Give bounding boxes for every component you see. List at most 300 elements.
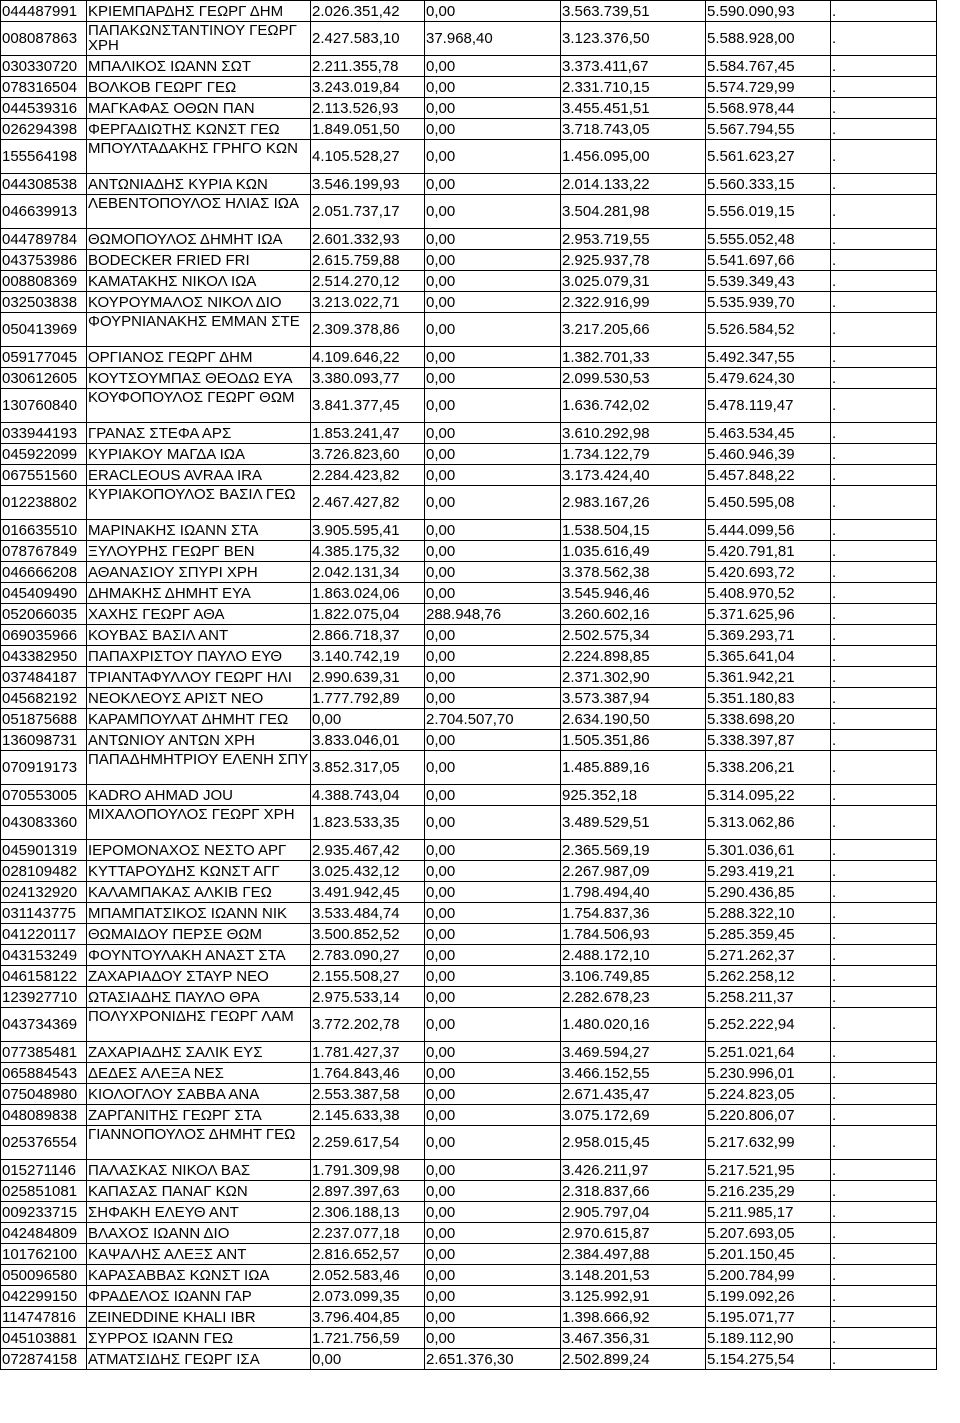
afm-cell: 072874158 [1,1349,87,1370]
name-cell: ΓΙΑΝΝΟΠΟΥΛΟΣ ΔΗΜΗΤ ΓΕΩ [87,1126,311,1160]
total-cell: 5.567.794,55 [706,119,831,140]
table-row [1,806,937,840]
table-row [1,1223,937,1244]
amount-cell-3: 1.382.701,33 [561,347,706,368]
dot-cell: . [831,98,937,119]
amount-cell-3: 2.502.575,34 [561,625,706,646]
total-cell: 5.217.632,99 [706,1126,831,1160]
table-row [1,924,937,945]
dot-cell: . [831,520,937,541]
amount-cell-1: 2.514.270,12 [311,271,425,292]
total-cell: 5.479.624,30 [706,368,831,389]
amount-cell-3: 3.466.152,55 [561,1063,706,1084]
amount-cell-1: 3.841.377,45 [311,389,425,423]
amount-cell-3: 3.378.562,38 [561,562,706,583]
total-cell: 5.189.112,90 [706,1328,831,1349]
amount-cell-2: 0,00 [425,250,561,271]
name-cell: ΒΛΑΧΟΣ ΙΩΑΝΝ ΔΙΟ [87,1223,311,1244]
amount-cell-2: 0,00 [425,785,561,806]
dot-cell: . [831,195,937,229]
total-cell: 5.492.347,55 [706,347,831,368]
amount-cell-1: 2.935.467,42 [311,840,425,861]
table-row [1,987,937,1008]
amount-cell-3: 3.467.356,31 [561,1328,706,1349]
amount-cell-1: 4.109.646,22 [311,347,425,368]
amount-cell-2: 0,00 [425,1063,561,1084]
name-cell: ΓΡΑΝΑΣ ΣΤΕΦΑ ΑΡΣ [87,423,311,444]
dot-cell: . [831,423,937,444]
dot-cell: . [831,1105,937,1126]
afm-cell: 155564198 [1,140,87,174]
name-cell: ΠΑΠΑΧΡΙΣΤΟΥ ΠΑΥΛΟ ΕΥΘ [87,646,311,667]
amount-cell-1: 2.866.718,37 [311,625,425,646]
table-row [1,347,937,368]
amount-cell-2: 0,00 [425,1160,561,1181]
dot-cell: . [831,604,937,625]
name-cell: ΒΟΛΚΟΒ ΓΕΩΡΓ ΓΕΩ [87,77,311,98]
amount-cell-1: 2.145.633,38 [311,1105,425,1126]
total-cell: 5.258.211,37 [706,987,831,1008]
name-cell: ΙΕΡΟΜΟΝΑΧΟΣ ΝΕΣΤΟ ΑΡΓ [87,840,311,861]
amount-cell-3: 2.983.167,26 [561,486,706,520]
amount-cell-2: 0,00 [425,1307,561,1328]
afm-cell: 008087863 [1,22,87,56]
amount-cell-1: 2.155.508,27 [311,966,425,987]
afm-cell: 012238802 [1,486,87,520]
amount-cell-2: 0,00 [425,1244,561,1265]
amount-cell-2: 0,00 [425,667,561,688]
amount-cell-1: 4.385.175,32 [311,541,425,562]
table-row [1,562,937,583]
total-cell: 5.541.697,66 [706,250,831,271]
amount-cell-3: 1.398.666,92 [561,1307,706,1328]
afm-cell: 069035966 [1,625,87,646]
amount-cell-1: 3.140.742,19 [311,646,425,667]
afm-cell: 030612605 [1,368,87,389]
total-cell: 5.555.052,48 [706,229,831,250]
amount-cell-3: 1.505.351,86 [561,730,706,751]
total-cell: 5.220.806,07 [706,1105,831,1126]
name-cell: BODECKER FRIED FRI [87,250,311,271]
name-cell: ΜΑΓΚΑΦΑΣ ΟΘΩΝ ΠΑΝ [87,98,311,119]
afm-cell: 031143775 [1,903,87,924]
amount-cell-3: 1.456.095,00 [561,140,706,174]
dot-cell: . [831,1307,937,1328]
dot-cell: . [831,271,937,292]
afm-cell: 033944193 [1,423,87,444]
name-cell: ERACLEOUS AVRAA IRA [87,465,311,486]
dot-cell: . [831,840,937,861]
amount-cell-2: 0,00 [425,292,561,313]
afm-cell: 042299150 [1,1286,87,1307]
name-cell: ΑΤΜΑΤΣΙΔΗΣ ΓΕΩΡΓ ΙΣΑ [87,1349,311,1370]
afm-cell: 051875688 [1,709,87,730]
name-cell: ΦΕΡΓΑΔΙΩΤΗΣ ΚΩΝΣΤ ΓΕΩ [87,119,311,140]
amount-cell-1: 3.796.404,85 [311,1307,425,1328]
table-row [1,751,937,785]
total-cell: 5.420.693,72 [706,562,831,583]
amount-cell-3: 1.538.504,15 [561,520,706,541]
afm-cell: 043153249 [1,945,87,966]
total-cell: 5.539.349,43 [706,271,831,292]
table-row [1,945,937,966]
table-row [1,583,937,604]
name-cell: ΛΕΒΕΝΤΟΠΟΥΛΟΣ ΗΛΙΑΣ ΙΩΑ [87,195,311,229]
total-cell: 5.584.767,45 [706,56,831,77]
name-cell: ΠΟΛΥΧΡΟΝΙΔΗΣ ΓΕΩΡΓ ΛΑΜ [87,1008,311,1042]
amount-cell-1: 2.052.583,46 [311,1265,425,1286]
name-cell: ΚΥΡΙΑΚΟΠΟΥΛΟΣ ΒΑΣΙΛ ΓΕΩ [87,486,311,520]
table-row [1,98,937,119]
afm-cell: 025851081 [1,1181,87,1202]
table-row [1,625,937,646]
amount-cell-3: 2.014.133,22 [561,174,706,195]
afm-cell: 044539316 [1,98,87,119]
amount-cell-3: 3.469.594,27 [561,1042,706,1063]
dot-cell: . [831,541,937,562]
amount-cell-2: 0,00 [425,840,561,861]
table-row [1,688,937,709]
amount-cell-1: 2.211.355,78 [311,56,425,77]
afm-cell: 045922099 [1,444,87,465]
table-row [1,174,937,195]
total-cell: 5.561.623,27 [706,140,831,174]
table-row [1,22,937,56]
amount-cell-3: 1.485.889,16 [561,751,706,785]
table-row [1,541,937,562]
dot-cell: . [831,1126,937,1160]
table-row [1,1105,937,1126]
table-row [1,423,937,444]
dot-cell: . [831,368,937,389]
dot-cell: . [831,1042,937,1063]
amount-cell-1: 2.306.188,13 [311,1202,425,1223]
name-cell: ΚΑΜΑΤΑΚΗΣ ΝΙΚΟΛ ΙΩΑ [87,271,311,292]
amount-cell-1: 2.113.526,93 [311,98,425,119]
amount-cell-3: 1.734.122,79 [561,444,706,465]
name-cell: ΚΟΥΡΟΥΜΑΛΟΣ ΝΙΚΟΛ ΔΙΟ [87,292,311,313]
total-cell: 5.262.258,12 [706,966,831,987]
amount-cell-2: 0,00 [425,98,561,119]
afm-cell: 045682192 [1,688,87,709]
dot-cell: . [831,1181,937,1202]
amount-cell-1: 1.853.241,47 [311,423,425,444]
name-cell: ΜΠΑΜΠΑΤΣΙΚΟΣ ΙΩΑΝΝ ΝΙΚ [87,903,311,924]
dot-cell: . [831,625,937,646]
total-cell: 5.285.359,45 [706,924,831,945]
dot-cell: . [831,751,937,785]
dot-cell: . [831,709,937,730]
amount-cell-2: 37.968,40 [425,22,561,56]
amount-cell-3: 3.260.602,16 [561,604,706,625]
afm-cell: 078767849 [1,541,87,562]
amount-cell-1: 2.975.533,14 [311,987,425,1008]
name-cell: KADRO AHMAD JOU [87,785,311,806]
table-row [1,1181,937,1202]
amount-cell-2: 0,00 [425,1105,561,1126]
name-cell: ZEINEDDINE KHALI IBR [87,1307,311,1328]
total-cell: 5.207.693,05 [706,1223,831,1244]
name-cell: ΦΡΑΔΕΛΟΣ ΙΩΑΝΝ ΓΑΡ [87,1286,311,1307]
total-cell: 5.478.119,47 [706,389,831,423]
amount-cell-1: 3.025.432,12 [311,861,425,882]
table-row [1,882,937,903]
table-row [1,730,937,751]
afm-cell: 078316504 [1,77,87,98]
table-row [1,444,937,465]
total-cell: 5.568.978,44 [706,98,831,119]
amount-cell-3: 3.025.079,31 [561,271,706,292]
name-cell: ΘΩΜΟΠΟΥΛΟΣ ΔΗΜΗΤ ΙΩΑ [87,229,311,250]
amount-cell-3: 2.099.530,53 [561,368,706,389]
amount-cell-3: 2.384.497,88 [561,1244,706,1265]
dot-cell: . [831,1223,937,1244]
name-cell: ΟΡΓΙΑΝΟΣ ΓΕΩΡΓ ΔΗΜ [87,347,311,368]
total-cell: 5.211.985,17 [706,1202,831,1223]
table-row [1,271,937,292]
amount-cell-2: 0,00 [425,1042,561,1063]
amount-cell-1: 3.491.942,45 [311,882,425,903]
name-cell: ΦΟΥΝΤΟΥΛΑΚΗ ΑΝΑΣΤ ΣΤΑ [87,945,311,966]
name-cell: ΣΗΦΑΚΗ ΕΛΕΥΘ ΑΝΤ [87,1202,311,1223]
total-cell: 5.301.036,61 [706,840,831,861]
amount-cell-1: 2.816.652,57 [311,1244,425,1265]
table-row [1,903,937,924]
amount-cell-2: 0,00 [425,368,561,389]
table-row [1,1349,937,1370]
total-cell: 5.200.784,99 [706,1265,831,1286]
amount-cell-2: 0,00 [425,174,561,195]
afm-cell: 026294398 [1,119,87,140]
amount-cell-1: 3.500.852,52 [311,924,425,945]
table-row [1,1160,937,1181]
amount-cell-3: 3.148.201,53 [561,1265,706,1286]
total-cell: 5.590.090,93 [706,1,831,22]
amount-cell-1: 1.791.309,98 [311,1160,425,1181]
amount-cell-2: 2.704.507,70 [425,709,561,730]
amount-cell-3: 3.373.411,67 [561,56,706,77]
amount-cell-3: 1.035.616,49 [561,541,706,562]
amount-cell-3: 2.671.435,47 [561,1084,706,1105]
afm-cell: 050413969 [1,313,87,347]
amount-cell-2: 0,00 [425,1223,561,1244]
name-cell: ΜΠΑΛΙΚΟΣ ΙΩΑΝΝ ΣΩΤ [87,56,311,77]
table-row [1,840,937,861]
amount-cell-2: 0,00 [425,751,561,785]
dot-cell: . [831,667,937,688]
total-cell: 5.588.928,00 [706,22,831,56]
name-cell: ΖΑΡΓΑΝΙΤΗΣ ΓΕΩΡΓ ΣΤΑ [87,1105,311,1126]
dot-cell: . [831,389,937,423]
dot-cell: . [831,688,937,709]
name-cell: ΩΤΑΣΙΑΔΗΣ ΠΑΥΛΟ ΘΡΑ [87,987,311,1008]
total-cell: 5.252.222,94 [706,1008,831,1042]
amount-cell-3: 3.173.424,40 [561,465,706,486]
total-cell: 5.154.275,54 [706,1349,831,1370]
amount-cell-2: 0,00 [425,806,561,840]
amount-cell-3: 1.754.837,36 [561,903,706,924]
afm-cell: 032503838 [1,292,87,313]
amount-cell-2: 0,00 [425,688,561,709]
amount-cell-1: 3.546.199,93 [311,174,425,195]
amount-cell-2: 0,00 [425,465,561,486]
afm-cell: 123927710 [1,987,87,1008]
name-cell: ΖΑΧΑΡΙΑΔΟΥ ΣΤΑΥΡ ΝΕΟ [87,966,311,987]
amount-cell-1: 2.601.332,93 [311,229,425,250]
table-row [1,520,937,541]
dot-cell: . [831,292,937,313]
amount-cell-2: 0,00 [425,945,561,966]
amount-cell-3: 1.480.020,16 [561,1008,706,1042]
table-row [1,1265,937,1286]
amount-cell-2: 0,00 [425,1286,561,1307]
total-cell: 5.365.641,04 [706,646,831,667]
dot-cell: . [831,313,937,347]
amount-cell-2: 0,00 [425,541,561,562]
amount-cell-3: 2.905.797,04 [561,1202,706,1223]
afm-cell: 059177045 [1,347,87,368]
amount-cell-2: 0,00 [425,271,561,292]
afm-cell: 043083360 [1,806,87,840]
amount-cell-3: 2.267.987,09 [561,861,706,882]
table-row [1,389,937,423]
amount-cell-2: 0,00 [425,924,561,945]
dot-cell: . [831,785,937,806]
amount-cell-1: 2.309.378,86 [311,313,425,347]
amount-cell-1: 1.849.051,50 [311,119,425,140]
dot-cell: . [831,1,937,22]
table-row [1,140,937,174]
amount-cell-1: 1.764.843,46 [311,1063,425,1084]
table-row [1,1307,937,1328]
name-cell: ΚΟΥΦΟΠΟΥΛΟΣ ΓΕΩΡΓ ΘΩΜ [87,389,311,423]
total-cell: 5.195.071,77 [706,1307,831,1328]
total-cell: 5.460.946,39 [706,444,831,465]
dot-cell: . [831,903,937,924]
total-cell: 5.217.521,95 [706,1160,831,1181]
name-cell: ΑΝΤΩΝΙΟΥ ΑΝΤΩΝ ΧΡΗ [87,730,311,751]
name-cell: ΚΡΙΕΜΠΑΡΔΗΣ ΓΕΩΡΓ ΔΗΜ [87,1,311,22]
dot-cell: . [831,987,937,1008]
afm-cell: 048089838 [1,1105,87,1126]
total-cell: 5.450.595,08 [706,486,831,520]
amount-cell-1: 3.380.093,77 [311,368,425,389]
afm-cell: 024132920 [1,882,87,903]
amount-cell-1: 2.553.387,58 [311,1084,425,1105]
name-cell: ΚΟΥΤΣΟΥΜΠΑΣ ΘΕΟΔΩ ΕΥΑ [87,368,311,389]
name-cell: ΜΠΟΥΛΤΑΔΑΚΗΣ ΓΡΗΓΟ ΚΩΝ [87,140,311,174]
table-row [1,861,937,882]
table-row [1,1202,937,1223]
dot-cell: . [831,806,937,840]
table-row [1,1084,937,1105]
total-cell: 5.371.625,96 [706,604,831,625]
amount-cell-1: 3.243.019,84 [311,77,425,98]
amount-cell-1: 2.073.099,35 [311,1286,425,1307]
table-row [1,313,937,347]
amount-cell-2: 0,00 [425,882,561,903]
amount-cell-3: 3.455.451,51 [561,98,706,119]
afm-cell: 070553005 [1,785,87,806]
amount-cell-3: 3.573.387,94 [561,688,706,709]
afm-cell: 043753986 [1,250,87,271]
dot-cell: . [831,1265,937,1286]
dot-cell: . [831,646,937,667]
amount-cell-1: 2.237.077,18 [311,1223,425,1244]
table-row [1,77,937,98]
total-cell: 5.314.095,22 [706,785,831,806]
dot-cell: . [831,924,937,945]
amount-cell-3: 2.331.710,15 [561,77,706,98]
afm-cell: 136098731 [1,730,87,751]
amount-cell-1: 1.863.024,06 [311,583,425,604]
amount-cell-2: 2.651.376,30 [425,1349,561,1370]
amount-cell-1: 0,00 [311,709,425,730]
dot-cell: . [831,1286,937,1307]
dot-cell: . [831,966,937,987]
amount-cell-2: 0,00 [425,1084,561,1105]
dot-cell: . [831,882,937,903]
name-cell: ΜΑΡΙΝΑΚΗΣ ΙΩΑΝΝ ΣΤΑ [87,520,311,541]
afm-cell: 046639913 [1,195,87,229]
name-cell: ΚΟΥΒΑΣ ΒΑΣΙΛ ΑΝΤ [87,625,311,646]
name-cell: ΜΙΧΑΛΟΠΟΥΛΟΣ ΓΕΩΡΓ ΧΡΗ [87,806,311,840]
amount-cell-3: 2.958.015,45 [561,1126,706,1160]
amount-cell-3: 2.224.898,85 [561,646,706,667]
name-cell: ΚΑΠΑΣΑΣ ΠΑΝΑΓ ΚΩΝ [87,1181,311,1202]
table-row [1,229,937,250]
afm-cell: 044308538 [1,174,87,195]
amount-cell-1: 2.615.759,88 [311,250,425,271]
afm-cell: 028109482 [1,861,87,882]
amount-cell-2: 0,00 [425,583,561,604]
total-cell: 5.420.791,81 [706,541,831,562]
table-row [1,1126,937,1160]
amount-cell-3: 3.217.205,66 [561,313,706,347]
afm-cell: 050096580 [1,1265,87,1286]
total-cell: 5.271.262,37 [706,945,831,966]
amount-cell-2: 0,00 [425,1328,561,1349]
amount-cell-2: 0,00 [425,625,561,646]
total-cell: 5.251.021,64 [706,1042,831,1063]
name-cell: ΣΥΡΡΟΣ ΙΩΑΝΝ ΓΕΩ [87,1328,311,1349]
name-cell: ΠΑΛΑΣΚΑΣ ΝΙΚΟΛ ΒΑΣ [87,1160,311,1181]
afm-cell: 065884543 [1,1063,87,1084]
total-cell: 5.288.322,10 [706,903,831,924]
amount-cell-1: 2.051.737,17 [311,195,425,229]
name-cell: ΝΕΟΚΛΕΟΥΣ ΑΡΙΣΤ ΝΕΟ [87,688,311,709]
table-row [1,1042,937,1063]
table-row [1,56,937,77]
amount-cell-3: 2.322.916,99 [561,292,706,313]
amount-cell-2: 0,00 [425,56,561,77]
table-row [1,1286,937,1307]
amount-cell-2: 0,00 [425,140,561,174]
afm-cell: 043382950 [1,646,87,667]
afm-cell: 016635510 [1,520,87,541]
total-cell: 5.338.698,20 [706,709,831,730]
afm-cell: 045901319 [1,840,87,861]
total-cell: 5.290.436,85 [706,882,831,903]
afm-cell: 015271146 [1,1160,87,1181]
afm-cell: 067551560 [1,465,87,486]
total-cell: 5.313.062,86 [706,806,831,840]
amount-cell-2: 0,00 [425,861,561,882]
afm-cell: 130760840 [1,389,87,423]
amount-cell-3: 2.953.719,55 [561,229,706,250]
amount-cell-2: 0,00 [425,1202,561,1223]
total-cell: 5.338.397,87 [706,730,831,751]
